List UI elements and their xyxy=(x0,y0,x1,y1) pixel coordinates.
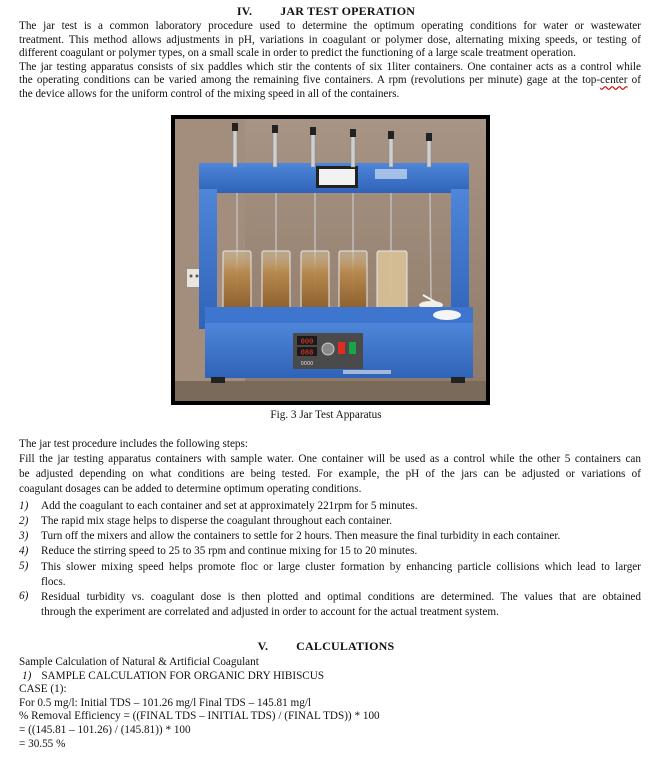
text-line: treatment. This method allows adjustments in pH, variations in coagulant or polymer dose, alternating mixing speeds, or testing of xyxy=(19,33,641,46)
list-item xyxy=(19,545,641,560)
step-number: 6) xyxy=(19,590,29,602)
figure-caption: Fig. 3 Jar Test Apparatus xyxy=(270,409,382,421)
step-number: 5) xyxy=(19,560,29,572)
procedure-paragraph xyxy=(19,438,641,497)
calc-line: Sample Calculation of Natural & Artificial Coagulant xyxy=(19,656,259,668)
step-text: flocs. xyxy=(41,576,66,588)
calc-line: % Removal Efficiency = ((FINAL TDS – INITIAL TDS) / (FINAL TDS)) * 100 xyxy=(19,710,380,723)
step-number: 4) xyxy=(19,545,29,557)
panel-bottom-label: 0000 xyxy=(300,361,314,367)
section-number: V. xyxy=(257,639,269,653)
text-line: The jar test procedure includes the following steps: xyxy=(19,438,248,450)
panel-display-2: 088 xyxy=(300,348,314,357)
list-item xyxy=(19,590,641,620)
step-text: through the experiment are correlated and adjusted in order to account for the actual treatment system. xyxy=(41,606,499,618)
step-text: Residual turbidity vs. coagulant dose is then plotted and optimal conditions are determined. The values that are obtained xyxy=(41,591,641,603)
step-text: The rapid mix stage helps to disperse the coagulant throughout each container. xyxy=(41,515,393,527)
step-number: 3) xyxy=(19,530,29,542)
text-line: the device allows for the uniform control of the mixing speed in all of the containers. xyxy=(19,87,400,100)
step-text: Add the coagulant to each container and set at approximately 221rpm for 5 minutes. xyxy=(41,500,418,512)
intro-paragraph xyxy=(19,20,641,102)
misspelled-word: center xyxy=(600,74,628,87)
step-text: Reduce the stirring speed to 25 to 35 rpm and continue mixing for 15 to 20 minutes. xyxy=(41,545,418,557)
text-line: coagulant dosages can be added to determine optimum operating conditions. xyxy=(19,483,362,495)
list-item xyxy=(19,500,641,515)
calc-subheading xyxy=(19,670,641,684)
text-line: Fill the jar testing apparatus containers with sample water. One container will be used as a control while the other 5 containers can xyxy=(19,452,641,465)
text-line: be adjusted depending on what conditions are being tested. For example, the pH of the jars can be adjusted or variations of xyxy=(19,467,641,480)
step-text: This slower mixing speed helps promote floc or large cluster formation by enhancing particle collisions which lead to larger xyxy=(41,561,641,573)
text-line: different coagulant or polymer types, on a small scale in order to predict the functioning of a large scale treatment operation. xyxy=(19,47,576,60)
section-heading-jar-test xyxy=(0,5,652,19)
step-number: 2) xyxy=(19,515,29,527)
section-title: JAR TEST OPERATION xyxy=(280,4,416,18)
section-title: CALCULATIONS xyxy=(296,639,395,653)
calculation-block xyxy=(19,656,641,751)
section-number: IV. xyxy=(236,4,253,18)
calc-line: = ((145.81 – 101.26) / (145.81)) * 100 xyxy=(19,723,191,736)
section-heading-calculations xyxy=(0,640,652,654)
calc-line: CASE (1): xyxy=(19,683,67,696)
sub-title: SAMPLE CALCULATION FOR ORGANIC DRY HIBISCUS xyxy=(41,669,325,682)
panel-display: 000 xyxy=(300,337,314,346)
calc-result: = 30.55 % xyxy=(19,737,66,750)
list-item xyxy=(19,560,641,590)
list-item xyxy=(19,530,641,545)
sub-number: 1) xyxy=(22,669,32,682)
step-number: 1) xyxy=(19,500,29,512)
text-line: The jar testing apparatus consists of six paddles which stir the contents of six 1liter containers. One container acts as a control while xyxy=(19,60,641,73)
procedure-steps-list xyxy=(19,500,641,620)
step-text: Turn off the mixers and allow the containers to settle for 2 hours. Then measure the final turbidity in each container. xyxy=(41,530,561,542)
calc-line: For 0.5 mg/l: Initial TDS – 101.26 mg/l Final TDS – 145.81 mg/l xyxy=(19,696,312,709)
list-item xyxy=(19,515,641,530)
text-line: the operating conditions can be varied among the remaining five containers. A rpm (revolutions per minute) gage at the top-center of xyxy=(19,74,642,87)
text-line: The jar test is a common laboratory procedure used to determine the optimum operating conditions for water or wastewater xyxy=(19,20,641,32)
jar-test-apparatus-photo xyxy=(171,115,490,405)
